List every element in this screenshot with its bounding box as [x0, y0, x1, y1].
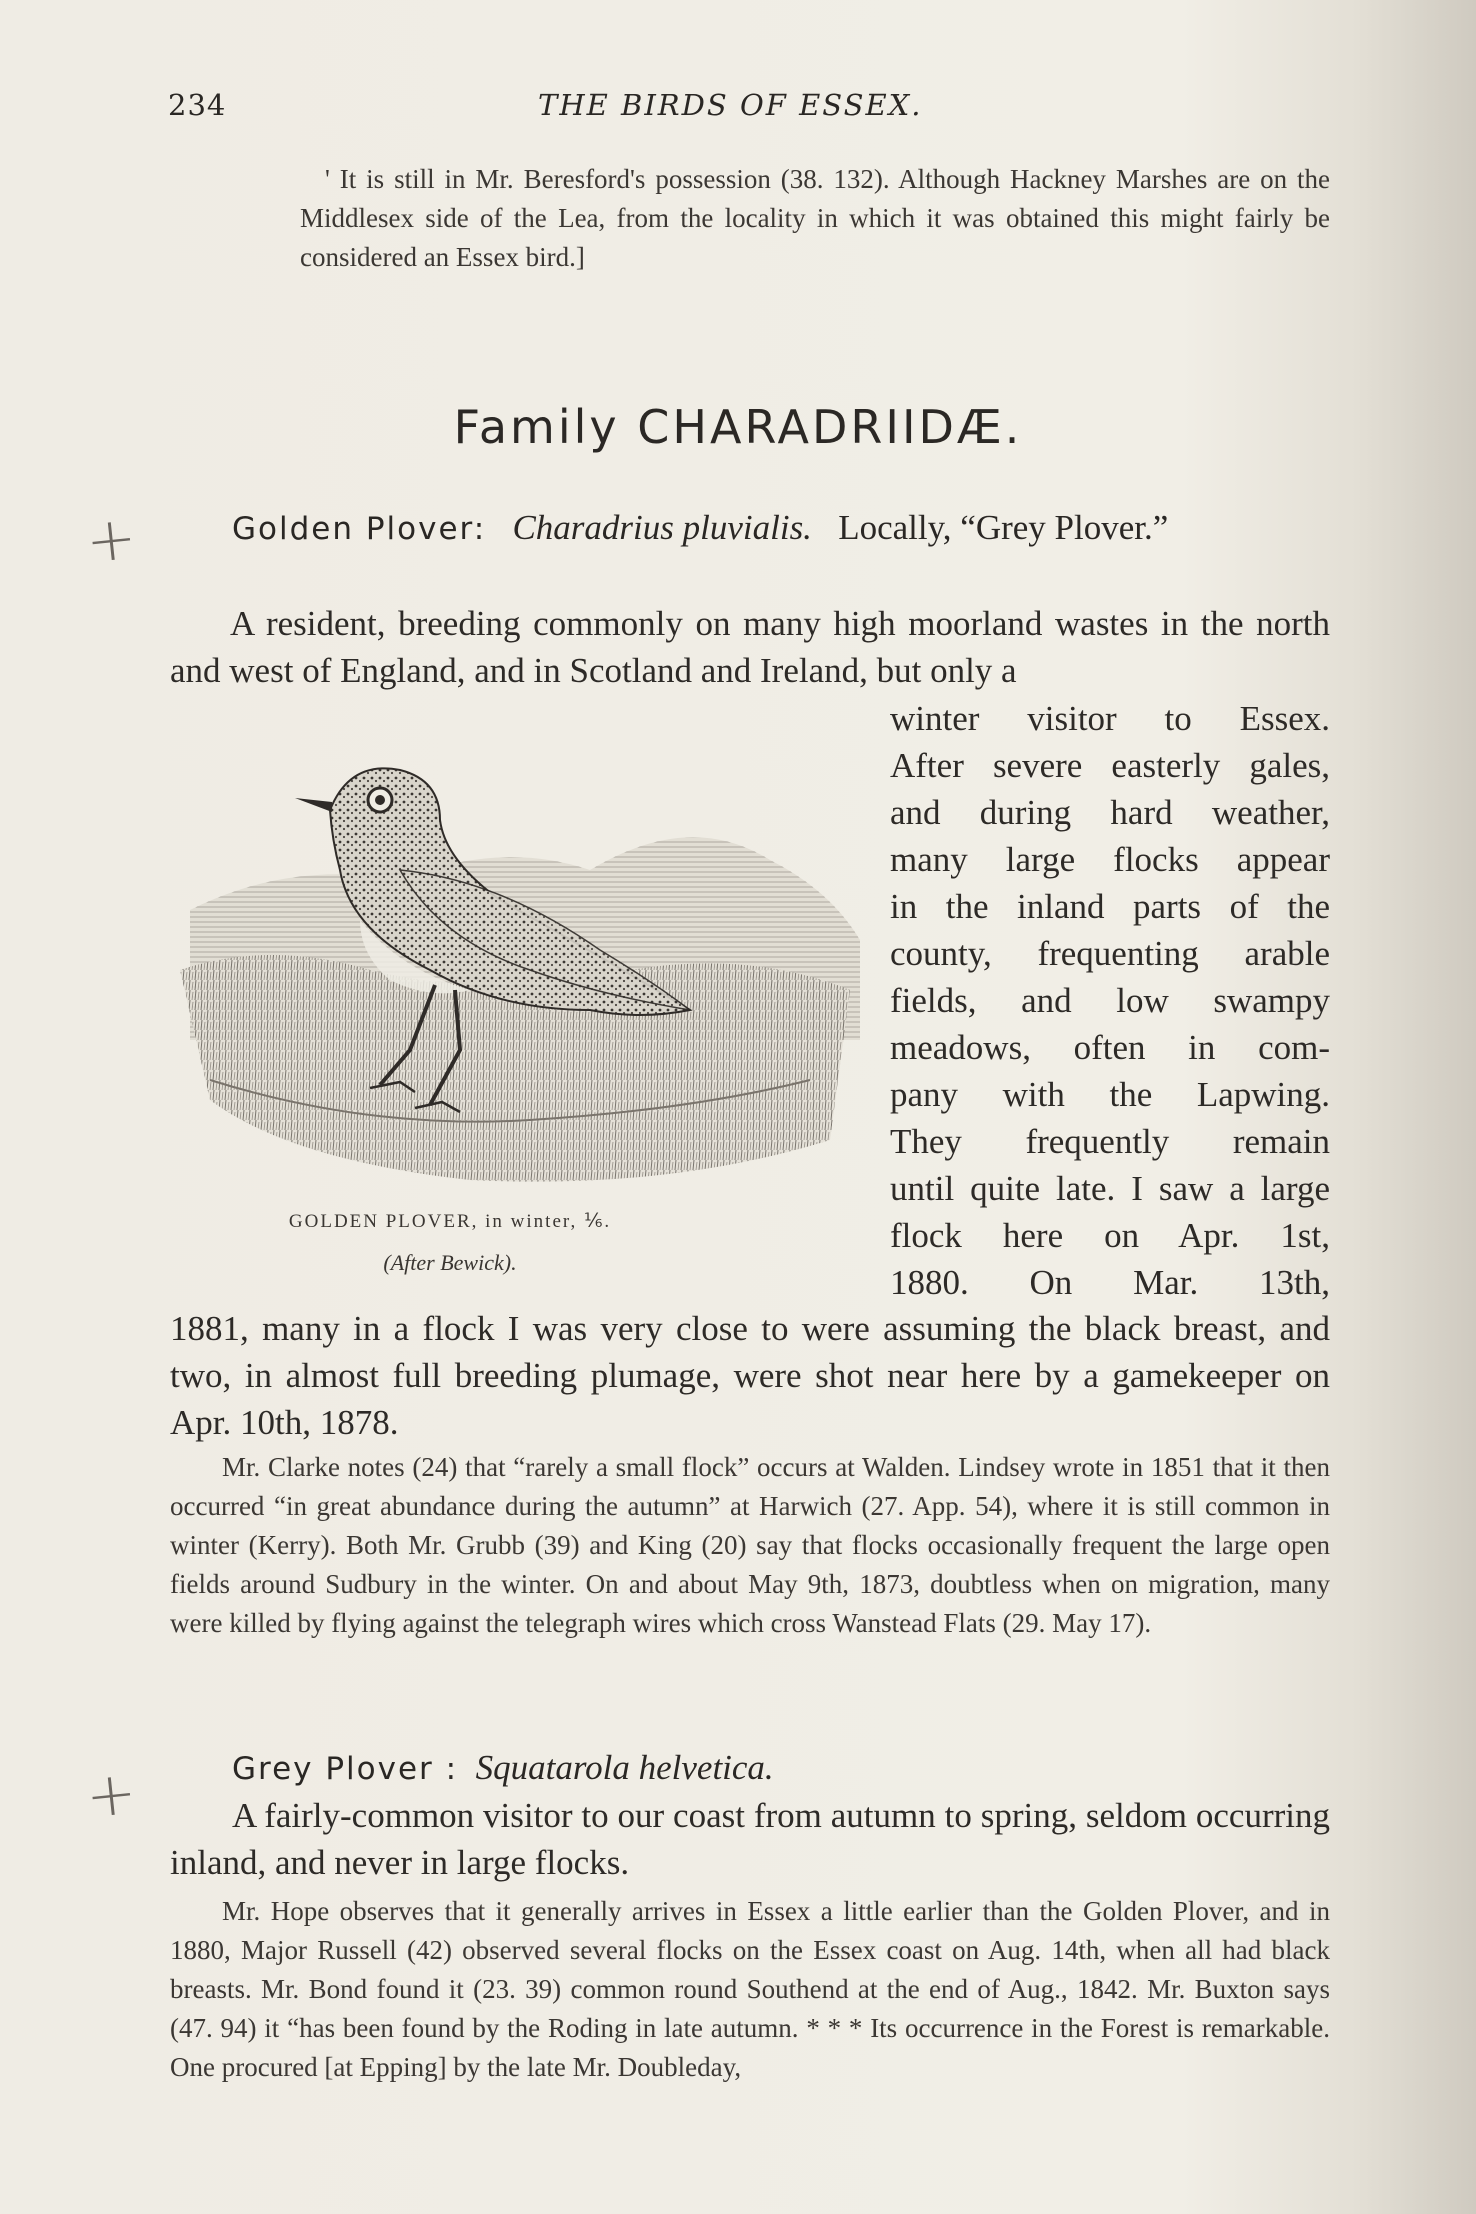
golden-plover-notes: Mr. Clarke notes (24) that “rarely a small flock” occurs at Walden. Lindsey wrote in 1851 that it then occurred “in great abundance during the autumn” at Harwich (27. App. 54), where it is still common in winter (Kerry). Both Mr. Grubb (39) and King (20) say that flocks occasionally frequent the large open fields around Sudbury in the winter. On and about May 9th, 1873, doubtless when on migration, many were killed by flying against the telegraph wires which cross Wanstead Flats (29. May 17).: [170, 1452, 1330, 1638]
local-name: Locally, “Grey Plover.”: [838, 508, 1169, 547]
grey-plover-intro: A fairly-common visitor to our coast from autumn to spring, seldom occurring inland, and never in large flocks.: [170, 1796, 1330, 1882]
wrap-line: and during hard weather,: [890, 793, 1330, 832]
wrap-line: After severe easterly gales,: [890, 746, 1330, 785]
wrap-line: fields, and low swampy: [890, 981, 1330, 1020]
golden-plover-engraving: [170, 720, 870, 1220]
running-head: [168, 88, 1328, 128]
wrap-line: flock here on Apr. 1st,: [890, 1216, 1330, 1255]
golden-plover-wrap-text: [890, 695, 1330, 1306]
running-title: THE BIRDS OF ESSEX.: [538, 88, 923, 122]
wrap-line: in the inland parts of the: [890, 887, 1330, 926]
grey-plover-notes: Mr. Hope observes that it generally arrives in Essex a little earlier than the Golden Plover, and in 1880, Major Russell (42) observed several flocks on the Essex coast on Aug. 14th, when all had black breasts. Mr. Bond found it (23. 39) common round Southend at the end of Aug., 1842. Mr. Buxton says (47. 94) it “has been found by the Roding in late autumn. * * * Its occurrence in the Forest is remarkable. One procured [at Epping] by the late Mr. Doubleday,: [170, 1896, 1330, 2082]
grey-plover-heading: [232, 1744, 1332, 1793]
golden-plover-heading: [232, 504, 1332, 553]
figure-caption: GOLDEN PLOVER, in winter, ⅙.: [288, 1211, 612, 1232]
family-heading: Family CHARADRIIDÆ.: [453, 400, 1023, 454]
margin-cross-mark: +: [82, 502, 140, 578]
figure-credit: (After Bewick).: [383, 1250, 517, 1275]
margin-cross-mark: +: [82, 1757, 140, 1833]
species-name: Grey Plover :: [232, 1751, 459, 1787]
wrap-line: pany with the Lapwing.: [890, 1075, 1330, 1114]
wrap-line: many large flocks appear: [890, 840, 1330, 879]
golden-plover-intro: A resident, breeding commonly on many high moorland wastes in the north and west of England, and in Scotland and Ireland, but only a: [170, 604, 1330, 690]
page-number: 234: [168, 88, 227, 122]
wrap-line: county, frequenting arable: [890, 934, 1330, 973]
wrap-line: 1880. On Mar. 13th,: [890, 1263, 1330, 1302]
species-name: Golden Plover:: [232, 511, 487, 547]
scientific-name: Charadrius pluvialis.: [512, 508, 812, 547]
top-footnote: ' It is still in Mr. Beresford's possession (38. 132). Although Hackney Marshes are on the Middlesex side of the Lea, from the locality in which it was obtained this might fairly be considered an Essex bird.]: [300, 164, 1330, 272]
wrap-line: winter visitor to Essex.: [890, 699, 1330, 738]
wrap-line: until quite late. I saw a large: [890, 1169, 1330, 1208]
wrap-line: They frequently remain: [890, 1122, 1330, 1161]
scientific-name: Squatarola helvetica.: [475, 1748, 774, 1787]
wrap-line: meadows, often in com-: [890, 1028, 1330, 1067]
golden-plover-continuation: 1881, many in a flock I was very close to were assuming the black breast, and two, in almost full breeding plumage, were shot near here by a gamekeeper on Apr. 10th, 1878.: [170, 1309, 1330, 1442]
